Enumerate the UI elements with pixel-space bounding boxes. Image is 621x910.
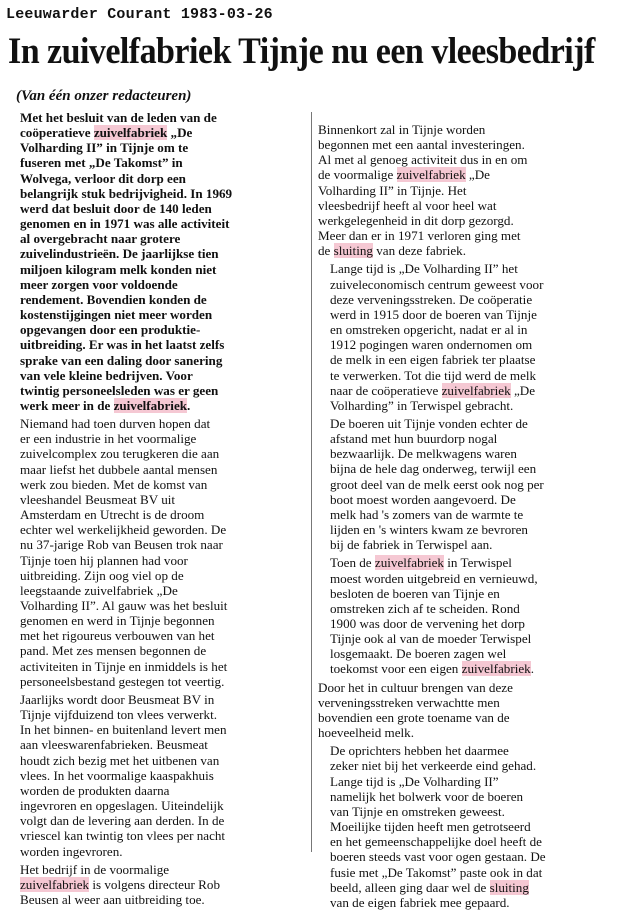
text-line: bij de fabriek in Terwispel aan. <box>330 537 493 553</box>
search-highlight: zuivelfabriek <box>461 661 531 677</box>
text-line: uitbreiding. Er was in het laatst zelfs <box>20 337 225 353</box>
text-line: zuivelfabriek is volgens directeur Rob <box>20 876 220 892</box>
text-line: 1900 was door de vervening het dorp <box>330 616 525 631</box>
article-paragraph <box>318 555 620 676</box>
text-line: werd in 1915 door de boeren van Tijnje <box>330 306 537 322</box>
text-line: opgevangen door een produktie- <box>20 322 201 338</box>
text-line: boeren steeds vast voor ogen gestaan. De <box>330 849 546 865</box>
text-line: vleeshandel Beusmeat BV uit <box>20 491 176 507</box>
text-line: bovendien een grote toename van de <box>318 709 510 725</box>
text-line: van Tijnje en omstreken geweest. <box>330 803 505 819</box>
masthead: Leeuwarder Courant 1983-03-26 <box>6 6 273 23</box>
text-line: Lange tijd is „De Volharding II” <box>330 773 499 789</box>
text-line: van vele kleine bedrijven. Voor <box>20 367 193 383</box>
text-line: lijden en 's winters kwam ze bevroren <box>330 522 528 538</box>
text-line: bijna de hele dag onderweg, terwijl een <box>330 461 537 477</box>
text-line: de voormalige zuivelfabriek „De <box>318 167 490 183</box>
search-highlight: sluiting <box>489 879 529 895</box>
headline: In zuivelfabriek Tijnje nu een vleesbedrijf <box>8 31 595 72</box>
text-line: losgemaakt. De boeren zagen wel <box>330 646 507 662</box>
text-line: coöperatieve zuivelfabriek „De <box>20 125 193 141</box>
article-paragraph <box>318 416 620 552</box>
text-line: verveningsstreken verwachtte men <box>318 694 500 710</box>
text-line: 1912 pogingen waren ondernomen om <box>330 337 533 353</box>
text-line: leegstaande zuivelfabriek „De <box>20 582 178 598</box>
text-line: nu 37-jarige Rob van Beusen trok naar <box>20 537 223 553</box>
search-highlight: zuivelfabriek <box>374 555 444 571</box>
text-line: fuseren met „De Takomst” in <box>20 155 183 171</box>
text-line: Volharding II”. Al gauw was het besluit <box>20 598 228 613</box>
text-line: Tijnje vijfduizend ton vlees verwerkt. <box>20 707 217 723</box>
text-line: afstand met hun buurdorp nogal <box>330 431 498 447</box>
text-line: met het rigoureus verbouwen van het <box>20 628 215 644</box>
text-line: vlees. In het voormalige kaaspakhuis <box>20 767 214 783</box>
text-line: van de eigen fabriek mee gepaard. <box>330 894 510 910</box>
text-line: uitbreiding. Zijn oog viel op de <box>20 567 184 583</box>
article-column-left <box>8 110 308 907</box>
text-line: Beusen al weer aan uitbreiding toe. <box>20 891 205 907</box>
text-line: werk meer in de zuivelfabriek. <box>20 397 191 413</box>
text-line: ingevroren en opgeslagen. Uiteindelijk <box>20 798 224 814</box>
search-highlight: zuivelfabriek <box>113 397 188 413</box>
text-line: namelijk het bolwerk voor de boeren <box>330 788 524 804</box>
text-line: worden de produkten daarna <box>20 782 170 798</box>
search-highlight: zuivelfabriek <box>20 876 90 892</box>
text-line: begonnen met een aantal investeringen. <box>318 137 525 153</box>
text-line: zeker niet bij het verkeerde eind gehad. <box>330 758 537 774</box>
text-line: maar liefst het dubbele aantal mensen <box>20 461 218 477</box>
text-line: De oprichters hebben het daarmee <box>330 743 509 759</box>
text-line: boot moest worden aangevoerd. De <box>330 491 516 507</box>
text-line: vleesbedrijf heeft al voor heel wat <box>318 197 497 213</box>
text-line: Al met al genoeg activiteit dus in en om <box>318 152 528 168</box>
text-line: werkgelegenheid in dit dorp gezorgd. <box>318 212 514 228</box>
text-line: omstreken zich af te scheiden. Rond <box>330 600 520 616</box>
text-line: Toen de zuivelfabriek in Terwispel <box>330 555 512 571</box>
text-line: genomen en werd in Tijnje begonnen <box>20 613 215 629</box>
text-line: Het bedrijf in de voormalige <box>20 861 170 877</box>
text-line: naar de coöperatieve zuivelfabriek „De <box>330 382 536 398</box>
text-line: besloten de boeren van Tijnje en <box>330 585 500 601</box>
text-line: groot deel van de melk eerst ook nog per <box>330 476 544 492</box>
text-line: en het gemeenschappelijke doel heeft de <box>330 834 542 850</box>
text-line: te verwerken. Tot die tijd werd de melk <box>330 367 537 383</box>
text-line: en omstreken opgericht, nadat er al in <box>330 322 528 338</box>
text-line: Tijnje ook al van de moeder Terwispel <box>330 631 532 647</box>
text-line: fusie met „De Takomst” paste ook in dat <box>330 864 543 880</box>
article-paragraph <box>318 743 620 910</box>
text-line: rendement. Bovendien konden de <box>20 291 207 307</box>
text-line: aan vleeswarenfabrieken. Beusmeat <box>20 737 208 753</box>
search-highlight: zuivelfabriek <box>441 382 511 398</box>
text-line: pand. Met zes mensen begonnen de <box>20 643 207 659</box>
text-line: beeld, alleen ging daar wel de sluiting <box>330 879 529 895</box>
text-line: miljoen kilogram melk konden niet <box>20 261 217 277</box>
text-line: Tijnje toen hij plannen had voor <box>20 552 188 568</box>
text-line: Niemand had toen durven hopen dat <box>20 416 211 432</box>
search-highlight: zuivelfabriek <box>396 167 466 183</box>
text-line: Binnenkort zal in Tijnje worden <box>318 122 486 137</box>
text-line: Lange tijd is „De Volharding II” het <box>330 261 518 277</box>
article-paragraph <box>318 122 620 258</box>
text-line: deze verveningsstreken. De coöperatie <box>330 291 533 307</box>
text-line: houdt zich bezig met het uitbenen van <box>20 752 220 768</box>
text-line: moest worden uitgebreid en vernieuwd, <box>330 570 538 586</box>
text-line: sprake van een daling door sanering <box>20 352 223 368</box>
text-line: echter wel werkelijkheid geworden. De <box>20 522 227 538</box>
text-line: Moeilijke tijden heeft men getrotseerd <box>330 819 531 835</box>
text-line: Volharding II” in Tijnje om te <box>20 140 189 156</box>
text-line: activiteiten in Tijnje en inmiddels is het <box>20 658 228 674</box>
text-line: hoeveelheid melk. <box>318 725 414 741</box>
article-paragraph <box>8 110 308 413</box>
text-line: Door het in cultuur brengen van deze <box>318 679 513 695</box>
text-line: Wolvega, verloor dit dorp een <box>20 170 186 186</box>
text-line: Meer dan er in 1971 verloren ging met <box>318 228 521 244</box>
article-paragraph <box>8 862 308 907</box>
text-line: toekomst voor een eigen zuivelfabriek. <box>330 661 534 677</box>
text-line: melk had 's zomers van de warmte te <box>330 506 524 522</box>
text-line: zuivelcomplex zou terugkeren die aan <box>20 446 220 462</box>
text-line: zuiveleconomisch centrum geweest voor <box>330 276 544 292</box>
text-line: er een industrie in het voormalige <box>20 431 197 447</box>
text-line: De boeren uit Tijnje vonden echter de <box>330 415 528 431</box>
text-line: personeelsbestand gestegen tot veertig. <box>20 673 225 689</box>
text-line: zuivelindustrieën. De jaarlijkse tien <box>20 246 219 262</box>
text-line: Volharding II” in Tijnje. Het <box>318 182 467 198</box>
byline: (Van één onzer redacteuren) <box>16 88 192 104</box>
search-highlight: sluiting <box>333 243 373 259</box>
text-line: belangrijk stuk bedrijvigheid. In 1969 <box>20 185 233 201</box>
text-line: twintig personeelsleden was er geen <box>20 382 219 398</box>
text-line: volgt dan de levering aan derden. In de <box>20 813 225 829</box>
article-paragraph <box>8 692 308 859</box>
text-line: de sluiting van deze fabriek. <box>318 243 466 259</box>
article-column-right <box>318 122 620 910</box>
article-paragraph <box>318 261 620 413</box>
text-line: werd dat besluit door de 140 leden <box>20 200 212 216</box>
text-line: al overgebracht naar grotere <box>20 231 181 247</box>
text-line: de melk in een eigen fabriek ter plaatse <box>330 352 536 368</box>
text-line: meer zorgen voor voldoende <box>20 276 178 292</box>
text-line: werk zou bieden. Met de komst van <box>20 476 208 492</box>
text-line: vriescel kan twintig ton vlees per nacht <box>20 828 226 844</box>
text-line: Amsterdam en Utrecht is de droom <box>20 507 205 523</box>
text-line: In het binnen- en buitenland levert men <box>20 722 227 738</box>
article-paragraph <box>318 680 620 741</box>
search-highlight: zuivelfabriek <box>93 125 168 141</box>
text-line: Jaarlijks wordt door Beusmeat BV in <box>20 691 215 707</box>
text-line: genomen en in 1971 was alle activiteit <box>20 216 230 232</box>
column-divider <box>311 112 312 852</box>
text-line: worden ingevroren. <box>20 843 123 859</box>
text-line: kostenstijgingen niet meer worden <box>20 307 213 323</box>
text-line: Met het besluit van de leden van de <box>20 110 217 125</box>
text-line: Volharding” in Terwispel gebracht. <box>330 397 514 413</box>
text-line: bezwaarlijk. De melkwagens waren <box>330 446 517 462</box>
article-paragraph <box>8 416 308 689</box>
